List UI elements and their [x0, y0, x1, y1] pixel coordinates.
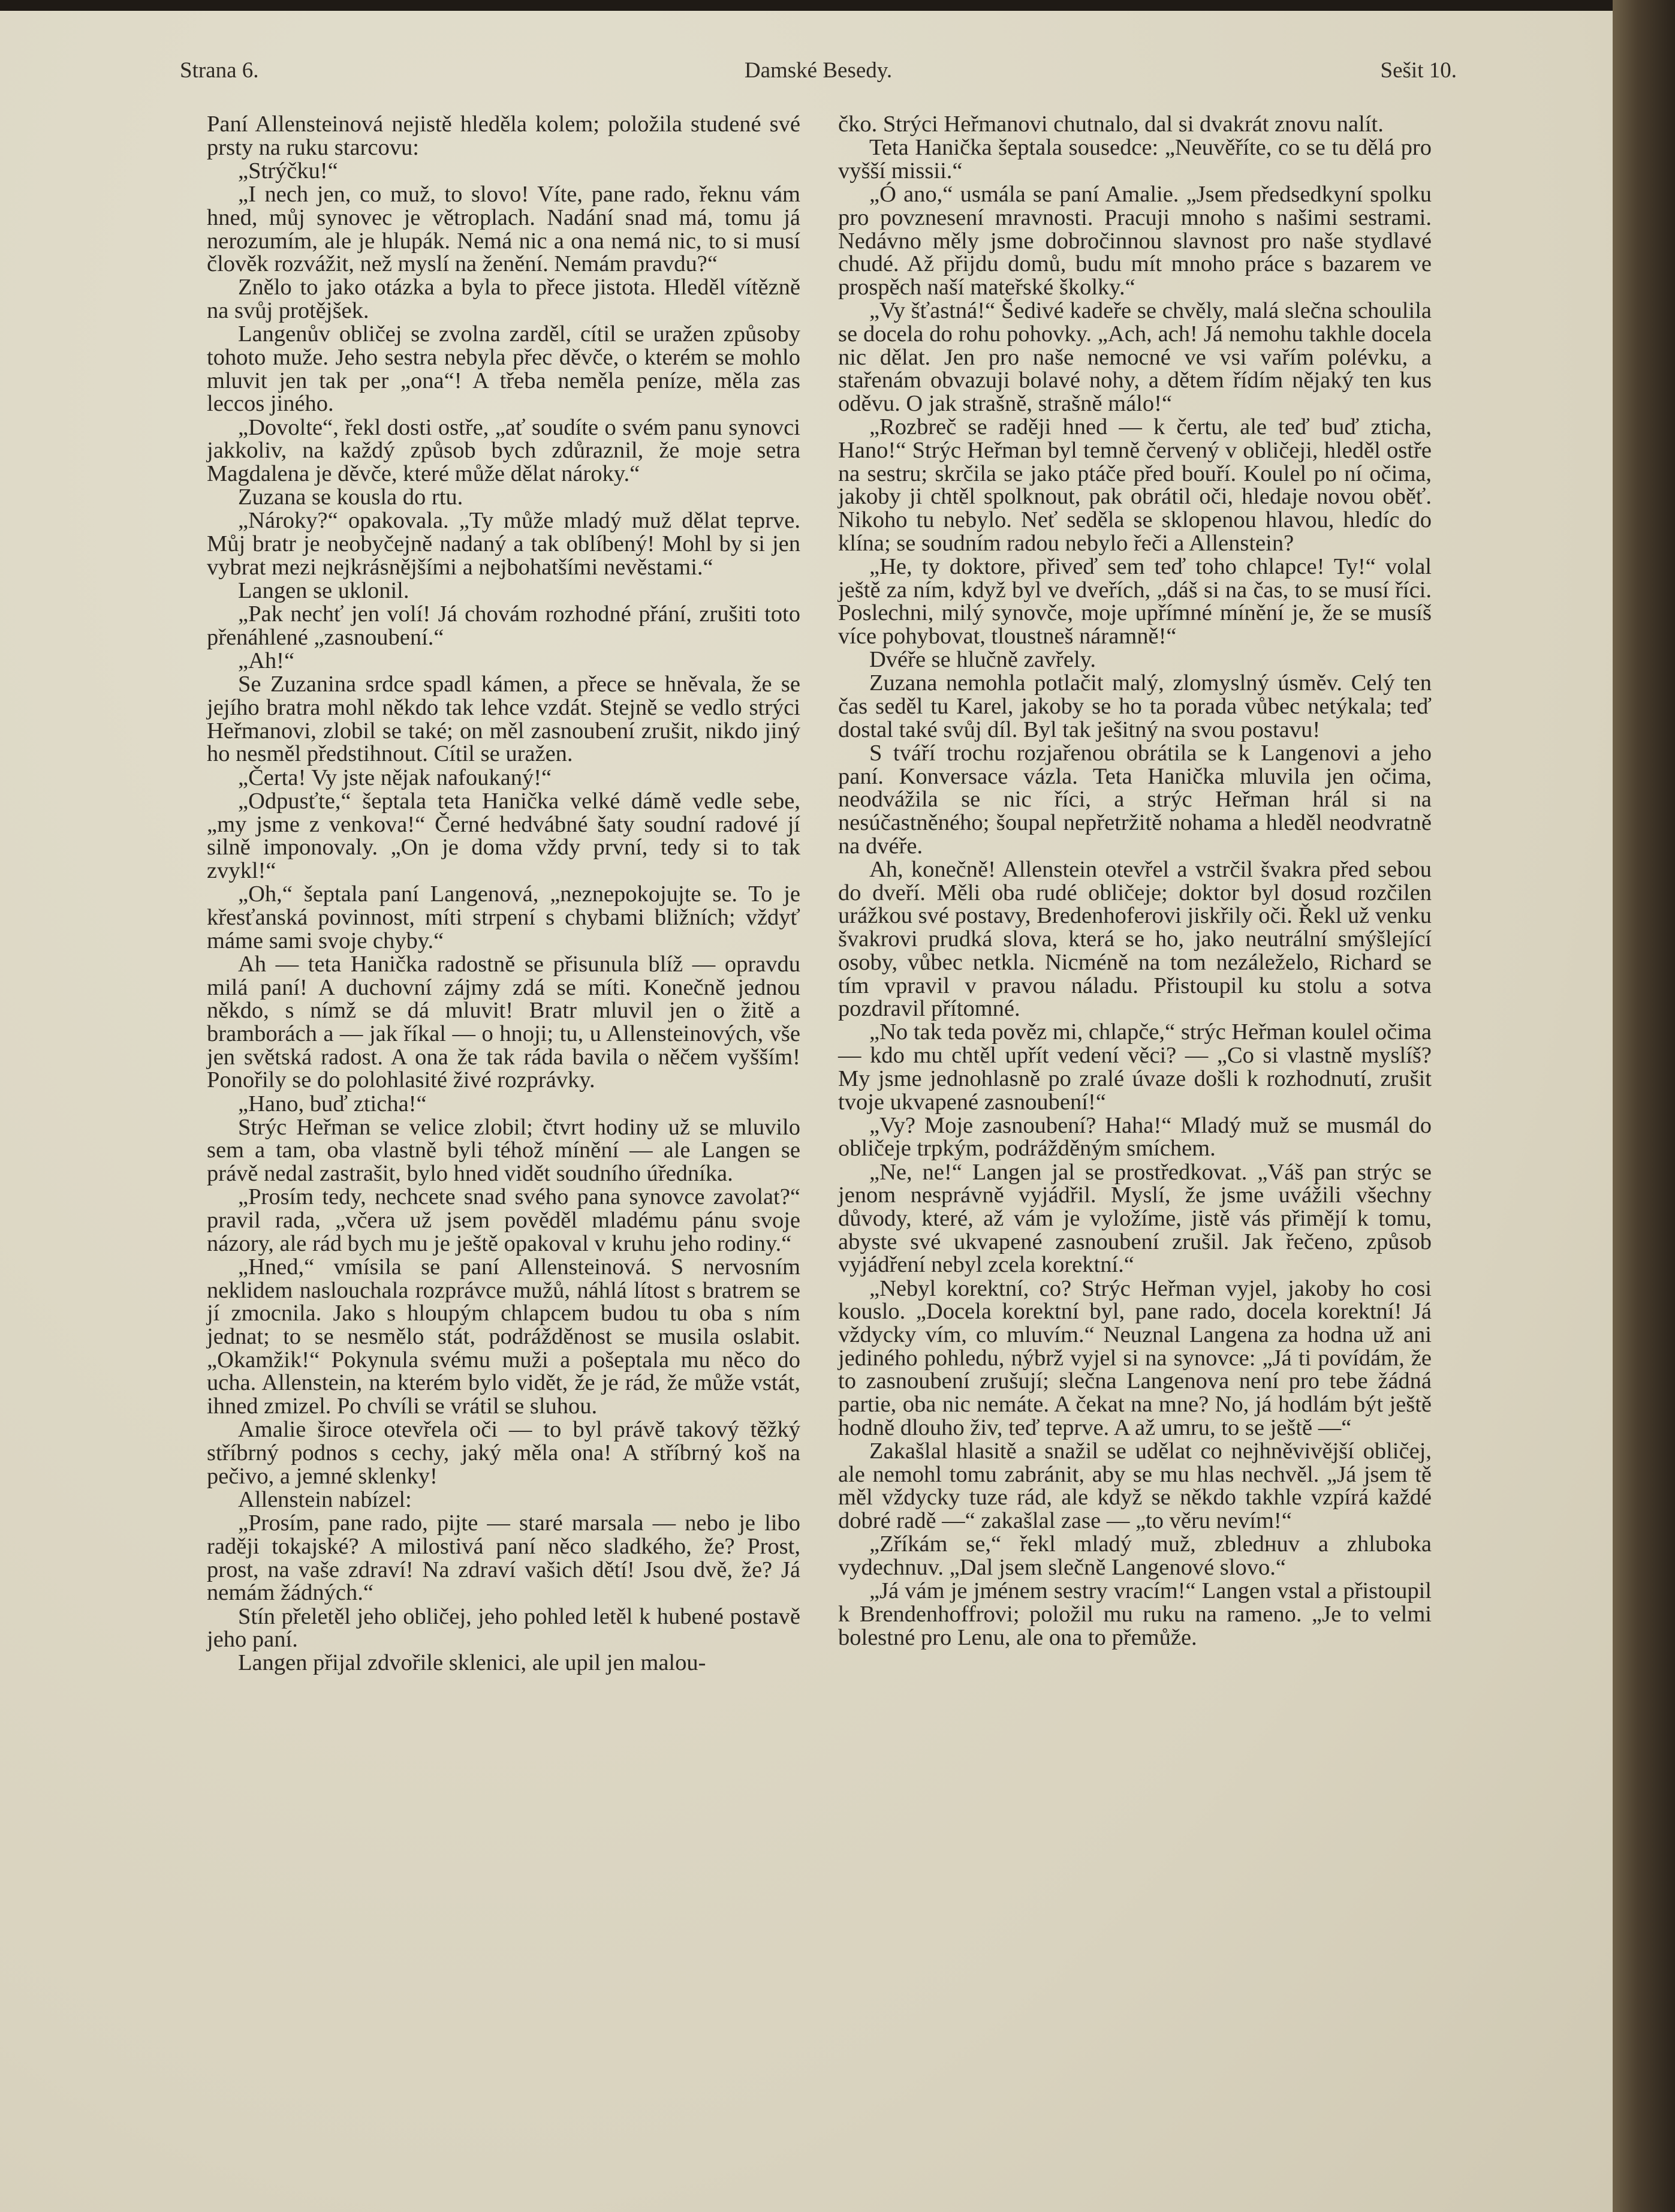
- paragraph: „Prosím tedy, nechcete snad svého pana synovce zavolat?“ pravil rada, „včera už jsem pověděl mladému pánu svoje názory, ale rád bych mu je ještě opakoval v kruhu jeho rodiny.“: [207, 1184, 800, 1256]
- paragraph: „Dovolte“, řekl dosti ostře, „ať soudíte o svém panu synovci jakkoliv, na každý způsob bych zdůraznil, že moje setra Magdalena je děvče, které může dělat nároky.“: [207, 414, 800, 487]
- paragraph: Se Zuzanina srdce spadl kámen, a přece se hněvala, že se jejího bratra mohl někdo tak lehce vzdát. Stejně se vedlo strýci Heřmanovi, zlobil se také; on měl zasnoubení zrušit, nikdo jiný ho nesměl předstihnout. Cítil se uražen.: [207, 672, 800, 767]
- paragraph: Langen přijal zdvořile sklenici, ale upil jen malou-: [238, 1650, 706, 1676]
- left-column: [207, 113, 800, 1675]
- paragraph: Teta Hanička šeptala sousedce: „Neuvěříte, co se tu dělá pro vyšší missii.“: [838, 135, 1432, 183]
- paragraph: Ah, konečně! Allenstein otevřel a vstrčil švakra před sebou do dveří. Měli oba rudé obličeje; doktor byl dosud rozčilen urážkou své postavy, Bredenhoferovi jiskřily oči. Řekl už venku švakrovi prudká slova, která se ho, jako neutrální smýšlející osoby, vůbec netkla. Nicméně na tom nezáleželo, Richard se tím vpravil v pravou náladu. Přistoupil ku stolu a sotva pozdravil přítomné.: [838, 857, 1432, 1022]
- paragraph: „Čerta! Vy jste nějak nafoukaný!“: [238, 765, 552, 790]
- paragraph: „Rozbreč se raději hned — k čertu, ale teď buď zticha, Hano!“ Strýc Heřman byl temně červený v obličeji, hleděl ostře na sestru; skrčila se jako ptáče před bouří. Koulel po ní očima, jakoby ji chtěl spolknout, pak obrátil oči, hledaje novou oběť. Nikoho tu nebylo. Neť seděla se sklopenou hlavou, hledíc do klína; se soudním radou nebylo řeči a Allenstein?: [838, 414, 1432, 556]
- paragraph: S tváří trochu rozjařenou obrátila se k Langenovi a jeho paní. Konversace vázla. Teta Hanička mluvila jen očima, neodvážila se nic říci, a strýc Heřman hrál si na nesúčastněného; šoupal nepřetržitě nohama a hleděl neodvratně na dvéře.: [838, 740, 1432, 859]
- paragraph: Langenův obličej se zvolna zarděl, cítil se uražen způsoby tohoto muže. Jeho sestra nebyla přec děvče, o kterém se mohlo mluvit jen tak per „ona“! A třeba neměla peníze, měla zas leccos jiného.: [207, 321, 800, 417]
- paragraph: „Nároky?“ opakovala. „Ty může mladý muž dělat teprve. Můj bratr je neobyčejně nadaný a tak oblíbený! Mohl by si jen vybrat mezi nejkrásnějšími a nejbohatšími nevěstami.“: [207, 508, 800, 580]
- paragraph: „Odpusťte,“ šeptala teta Hanička velké dámě vedle sebe, „my jsme z venkova!“ Černé hedvábné šaty soudní radové jí silně imponovaly. „On je doma vždy první, tedy si to tak zvykl!“: [207, 788, 800, 883]
- running-header: [180, 46, 1457, 88]
- paragraph: „Pak nechť jen volí! Já chovám rozhodné přání, zrušiti toto přenáhlené „zasnoubení.“: [207, 601, 800, 650]
- paragraph: „I nech jen, co muž, to slovo! Víte, pane rado, řeknu vám hned, můj synovec je větroplach. Nadání snad má, tomu já nerozumím, ale je hlupák. Nemá nic a ona nemá nic, to si musí člověk rozvážit, než myslí na ženění. Nemám pravdu?“: [207, 182, 800, 277]
- paragraph: Paní Allensteinová nejistě hleděla kolem; položila studené své prsty na ruku starcovu:: [207, 112, 800, 160]
- paragraph: Dvéře se hlučně zavřely.: [869, 647, 1096, 673]
- paragraph: Allenstein nabízel:: [238, 1486, 412, 1512]
- paragraph: „Vy? Moje zasnoubení? Haha!“ Mladý muž se musmál do obličeje trpkým, podrážděným smíchem.: [838, 1112, 1432, 1161]
- paragraph: „No tak teda pověz mi, chlapče,“ strýc Heřman koulel očima — kdo mu chtěl upřít vedení věci? — „Co si vlastně myslíš? My jsme jednohlasně po zralé úvaze došli k rozhodnutí, zrušit tvoje ukvapené zasnoubení!“: [838, 1019, 1432, 1115]
- paragraph: Znělo to jako otázka a byla to přece jistota. Hleděl vítězně na svůj protějšek.: [207, 275, 800, 324]
- paragraph: čko. Strýci Heřmanovi chutnalo, dal si dvakrát znovu nalít.: [838, 112, 1384, 137]
- page-edge-shadow: [1613, 0, 1675, 2212]
- paragraph: „He, ty doktore, přiveď sem teď toho chlapce! Ty!“ volal ještě za ním, když byl ve dveřích, „dáš si na čas, to se musí říci. Poslechni, milý synovče, moje upřímné mínění je, že se musíš více pohybovat, tloustneš náramně!“: [838, 553, 1432, 649]
- paragraph: Langen se uklonil.: [238, 578, 409, 604]
- paragraph: Ah — teta Hanička radostně se přisunula blíž — opravdu milá paní! A duchovní zájmy zdá se míti. Konečně jednou někdo, s nímž se dá mluvit! Bratr mluvil jen o žitě a bramborách a — jak říkal — o hnoji; tu, u Allensteinových, vše jen světská radost. A ona že tak ráda bavila o něčem vyšším! Ponořily se do polohlasité živé rozprávky.: [207, 951, 800, 1093]
- paragraph: „Strýčku!“: [238, 158, 338, 183]
- issue-number: Sešit 10.: [1380, 58, 1457, 83]
- paragraph: Amalie široce otevřela oči — to byl právě takový těžký stříbrný podnos s cechy, jaký měla ona! A stříbrný koš na pečivo, a jemné sklenky!: [207, 1417, 800, 1489]
- paragraph: „Ah!“: [238, 648, 295, 674]
- paragraph: Zakašlal hlasitě a snažil se udělat co nejhněvivější obličej, ale nemohl tomu zabránit, aby se mu hlas nechvěl. „Já jsem tě měl vždycky tuze rád, ale když se někdo takhle vzpírá každé dobré radě —“ zakašlal zase — „to věru nevím!“: [838, 1438, 1432, 1534]
- page-number: Strana 6.: [180, 58, 259, 83]
- paragraph: „Hned,“ vmísila se paní Allensteinová. S nervosním neklidem naslouchala rozprávce mužů, náhlá lítost s bratrem se jí zmocnila. Jako s hloupým chlapcem budou tu oba s ním jednat; to se nesmělo stát, podrážděnost se musila oslabit. „Okamžik!“ Pokynula svému muži a pošeptala mu něco do ucha. Allenstein, na kterém bylo vidět, že je rád, že může vstát, ihned zmizel. Po chvíli se vrátil se sluhou.: [207, 1254, 800, 1419]
- paragraph: „Vy šťastná!“ Šedivé kadeře se chvěly, malá slečna schoulila se docela do rohu pohovky. „Ach, ach! Já nemohu takhle docela nic dělat. Jen pro naše nemocné ve vsi vařím polévku, a stařenám obvazuji bolavé nohy, a dětem řídím nějaký ten kus oděvu. O jak strašně, strašně málo!“: [838, 298, 1432, 416]
- paragraph: Zuzana se kousla do rtu.: [238, 484, 463, 510]
- page: [0, 11, 1613, 2212]
- right-column: [838, 113, 1432, 1650]
- paragraph: „Nebyl korektní, co? Strýc Heřman vyjel, jakoby ho cosi kouslo. „Docela korektní byl, pane rado, docela korektní! Já vždycky vím, co mluvím.“ Neuznal Langena za hodna už ani jediného pohledu, nýbrž vyjel si na synovce: „Já ti povídám, že to zasnoubení zrušují; slečna Langenova není pro tebe žádná partie, oba nic nemáte. A čekat na mne? No, já hodlám být ještě hodně dlouho živ, teď teprve. A až umru, to se ještě —“: [838, 1275, 1432, 1440]
- paragraph: „Ó ano,“ usmála se paní Amalie. „Jsem předsedkyní spolku pro povznesení mravnosti. Pracuji mnoho s našimi sestrami. Nedávno měly jsme dobročinnou slavnost pro naše stydlavé chudé. Až přijdu domů, budu mít mnoho práce s bazarem ve prospěch naší mateřské školky.“: [838, 182, 1432, 300]
- paragraph: „Já vám je jménem sestry vracím!“ Langen vstal a přistoupil k Brendenhoffrovi; položil mu ruku na rameno. „Je to velmi bolestné pro Lenu, ale ona to přemůže.: [838, 1578, 1432, 1650]
- paragraph: „Ne, ne!“ Langen jal se prostředkovat. „Váš pan strýc se jenom nesprávně vyjádřil. Myslí, že jsme uvážili všechny důvody, které, až vám je vyložíme, jistě vás přimějí k tomu, abyste své ukvapené zasnoubení zrušil. Jak řečeno, způsob vyjádření nebyl zcela korektní.“: [838, 1159, 1432, 1278]
- paragraph: Stín přeletěl jeho obličej, jeho pohled letěl k hubené postavě jeho paní.: [207, 1603, 800, 1653]
- paragraph: „Zříkám se,“ řekl mladý muž, zbledнuv a zhluboka vydechnuv. „Dal jsem slečně Langenové slovo.“: [838, 1531, 1432, 1581]
- paragraph: „Hano, buď zticha!“: [238, 1091, 427, 1116]
- magazine-title: Damské Besedy.: [744, 58, 893, 83]
- paragraph: „Prosím, pane rado, pijte — staré marsala — nebo je libo raději tokajské? A milostivá paní něco sladkého, že? Prost, prost, na vaše zdraví! Na zdraví vašich dětí! Jsou dvě, že? Já nemám žádných.“: [207, 1510, 800, 1606]
- paragraph: Strýc Heřman se velice zlobil; čtvrt hodiny už se mluvilo sem a tam, oba vlastně byli téhož mínění — ale Langen se právě nedal zastrašit, bylo hned vidět soudního úředníka.: [207, 1114, 800, 1187]
- paragraph: Zuzana nemohla potlačit malý, zlomyslný úsměv. Celý ten čas seděl tu Karel, jakoby se ho ta porada vůbec netýkala; teď dostal také svůj díl. Byl tak ješitný na svou postavu!: [838, 670, 1432, 742]
- paragraph: „Oh,“ šeptala paní Langenová, „neznepokojujte se. To je křesťanská povinnost, míti strpení s chybami bližních; vždyť máme sami svoje chyby.“: [207, 881, 800, 953]
